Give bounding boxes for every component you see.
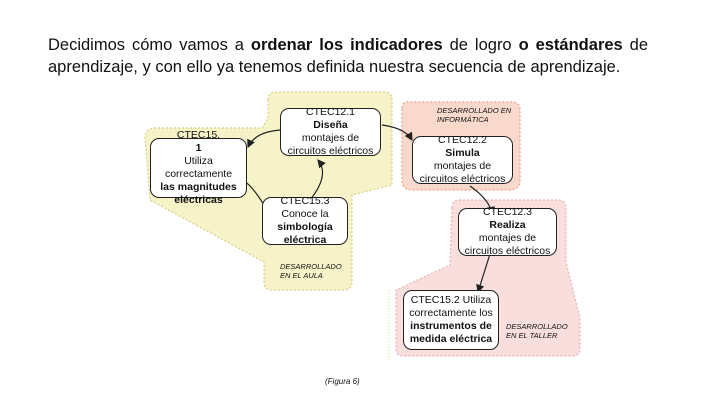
tag-aula: DESARROLLADO EN EL AULA	[280, 262, 342, 280]
node-ctec15-2: CTEC15.2 Utiliza correctamente los instrumentos de medida eléctrica	[403, 290, 499, 350]
node-ctec12-3: CTEC12.3 Realiza montajes de circuitos eléctricos	[458, 208, 557, 256]
node-ctec15-3: CTEC15.3 Conoce la simbología eléctrica	[262, 197, 348, 245]
figure-caption: (Figura 6)	[325, 377, 360, 386]
tag-taller: DESARROLLADO EN EL TALLER	[506, 322, 568, 340]
tag-informatica: DESARROLLADO EN INFORMÁTICA	[437, 106, 512, 124]
node-ctec12-2: CTEC12.2 Simula montajes de circuitos eléctricos	[412, 136, 513, 184]
node-ctec15-1: CTEC15. 1 Utiliza correctamente las magnitudes eléctricas	[150, 138, 247, 198]
intro-paragraph: Decidimos cómo vamos a ordenar los indicadores de logro o estándares de aprendizaje, y con ello ya tenemos definida nuestra secuencia de aprendizaje.	[48, 36, 649, 76]
node-ctec12-1: CTEC12.1 Diseña montajes de circuitos eléctricos	[280, 108, 381, 156]
